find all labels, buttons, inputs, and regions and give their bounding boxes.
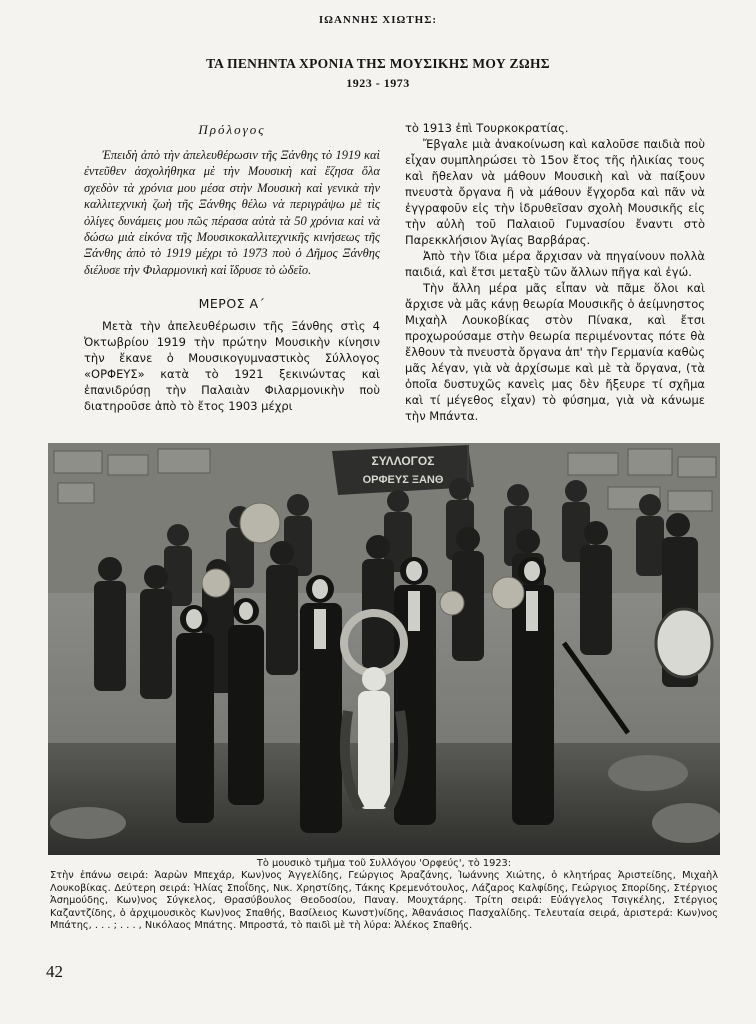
left-column [84,122,380,414]
paragraph-3: Ἀπὸ τὴν ἴδια μέρα ἄρχισαν νὰ πηγαίνουν πολλὰ παιδιά, καὶ ἔτσι μεταξὺ τῶν ἄλλων πῆγα καὶ ἐγώ. [405,249,705,279]
paragraph-4: Τὴν ἄλλη μέρα μᾶς εἶπαν νὰ πᾶμε ὅλοι καὶ ἄρχισε νὰ μᾶς κάνῃ θεωρία Μουσικῆς ὁ ἀείμνηστος Μιχαὴλ Λουκοβίκας στὸν Πίνακα, καὶ ἔτσι προχωρούσαμε στὴν θεωρία περιμένοντας πότε θὰ ἔλθουν τὰ πνευστὰ ὄργανα ἀπ' τὴν Γερμανία καθὼς μᾶς λέγαν, γιὰ νὰ ἀρχίσωμε καὶ μὲ τὰ ὄργανα, (τὰ ὁποῖα δυστυχῶς κανεὶς μας δὲν ἤξευρε τί σχῆμα καὶ τί μέγεθος εἶχαν) τὸ φύσημα, γιὰ νὰ κάνωμε τὴν Μπάντα. [405,281,705,423]
author-name: ΙΩΑΝΝΗΣ ΧΙΩΤΗΣ: [318,14,438,26]
photo-illustration [48,443,720,855]
banner-line-2: ΟΡΦΕΥΣ ΞΑΝΘ [362,474,444,486]
paragraph-2: Ἔβγαλε μιὰ ἀνακοίνωση καὶ καλοῦσε παιδιὰ ποὺ εἶχαν συμπληρώσει τὸ 15ον ἔτος τῆς ἡλικίας τους καὶ ἤθελαν νὰ μάθουν Μουσικὴ καὶ νὰ παίξουν πνευστὰ ὄργανα ἢ νὰ μάθουν ἔγχορδα καὶ πᾶν νὰ ἐγγραφοῦν εἰς τὴν ἱδρυθεῖσαν σχολὴ Μουσικῆς εἰς τὴν αὐλὴ τοῦ Παλαιοῦ Γυμνασίου ἔναντι στὸ Παρεκκλήσιον Ἁγίας Βαρβάρας. [405,137,705,247]
continuation-paragraph: τὸ 1913 ἐπὶ Τουρκοκρατίας. [405,121,569,135]
band-group-photo [48,443,720,855]
page-number: 42 [46,962,63,981]
banner-line-1: ΣΥΛΛΟΓΟΣ [371,454,435,468]
prologue-heading: Πρόλογος [198,122,266,137]
section-heading: ΜΕΡΟΣ Α΄ [198,296,266,312]
photo-caption [50,858,718,932]
prologue-text: Ἐπειδὴ ἀπὸ τὴν ἀπελευθέρωσιν τῆς Ξάνθης τὸ 1919 καὶ ἐντεῦθεν ἀσχολήθηκα μὲ τὴν Μουσικὴ καὶ ἔζησα ὅλα σχεδὸν τὰ χρόνια μου μέσα στὴν Μουσικὴ καὶ γενικὰ τὴν καλλιτεχνικὴ ζωὴ τῆς Ξάνθης θέλω νὰ περιγράψω μὲ τὶς ὀλίγες δυνάμεις μου πῶς πέρασα αὐτὰ τὰ 50 χρόνια καὶ νὰ δώσω μιὰ εἰκόνα τῆς Μουσικοκαλλιτεχνικῆς κινήσεως τῆς Ξάνθης ἀπὸ τὸ 1919 μέχρι τὸ 1973 ποὺ ὁ Δῆμος Ξάνθης διέλυσε τὴν Φιλαρμονικὴ καὶ ἵδρυσε τὸ ὠδεῖο. [84,148,380,277]
bass-drum [656,609,712,677]
article-title: ΤΑ ΠΕΝΗΝΤΑ ΧΡΟΝΙΑ ΤΗΣ ΜΟΥΣΙΚΗΣ ΜΟΥ ΖΩΗΣ [206,56,550,71]
caption-body: Στὴν ἐπάνω σειρά: Ἀαρὼν Μπεχάρ, Κων)νος Ἀγγελίδης, Γεώργιος Ἀραζάνης, Ἰωάννης Χιώτης, ὁ κλητήρας Ἀριστείδης, Μιχαὴλ Λουκοβίκας. Δεύτερη σειρά: Ἠλίας Σποΐδης, Νικ. Χρηστίδης, Τάκης Κρεμενότουλος, Λάζαρος Καλφίδης, Γεώργιος Σπορίδης, Στέργιος Ἀσημούδης, Κων)νος Σύγκελος, Θρασύβουλος Θεοδοσίου, Παναγ. Μουχτάρης. Τρίτη σειρά: Εὐάγγελος Τσιγκέλης, Στέργιος Καζαντζίδης, ὁ ἀρχιμουσικὸς Κων)νος Σπαθής, Βασίλειος Κωνστ)νίδης, Ἀθανάσιος Πασχαλίδης. Τελευταία σειρά, ἀριστερά: Κων)νος Μπάτης, . . . ; . . . , Νικόλαος Μπάτης. Μπροστά, τὸ παιδὶ μὲ τὴ λύρα: Ἀλέκος Σπαθής. [50,870,718,932]
right-column [405,120,705,424]
article-years: 1923 - 1973 [346,76,410,90]
caption-title: Τὸ μουσικὸ τμῆμα τοῦ Συλλόγου 'Ορφεύς', τὸ 1923: [256,858,512,869]
section-paragraph-1: Μετὰ τὴν ἀπελευθέρωσιν τῆς Ξάνθης στὶς 4 Ὀκτωβρίου 1919 τὴν πρώτην Μουσικὴν κίνησιν τὴν ἔκανε ὁ Μουσικογυμναστικὸς Σύλλογος «ΟΡΦΕΥΣ» κατὰ τὸ 1921 ξεκινώντας καὶ ἐπανιδρύσῃ τὴν Παλαιὰν Φιλαρμονικὴν ποὺ διατηροῦσε ἀπὸ τὸ ἔτος 1903 μέχρι [84,319,380,414]
